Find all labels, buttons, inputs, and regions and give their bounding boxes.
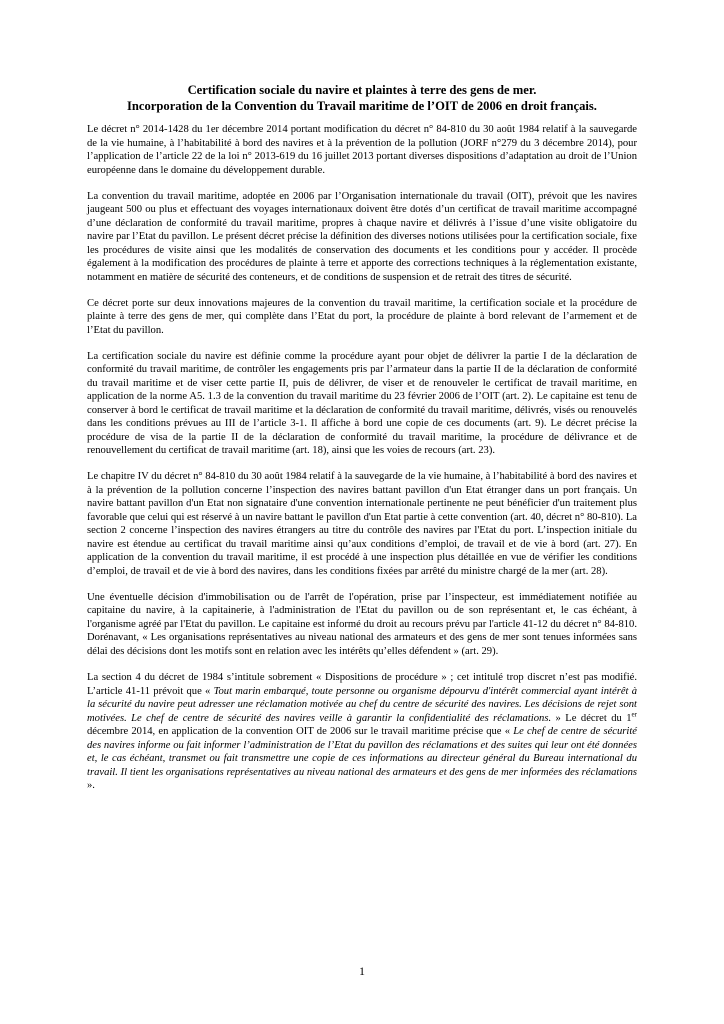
p7-text-c: » Le décret du 1 (551, 712, 632, 724)
paragraph-chapter-iv-inspection: Le chapitre IV du décret n° 84-810 du 30 août 1984 relatif à la sauvegarde de la vie humaine, à l’habitabilité à bord des navires et à la prévention de la pollution concerne l’inspection des navires battant pavillon d'un Etat étranger dans un port français. Un navire battant pavillon d'un Etat non signataire d'une convention internationale pertinente ne peut bénéficier d'un traitement plus favorable que celui qui est réservé à un navire battant le pavillon d'un Etat partie à cette convention (art. 40, décret n° 80-810). La section 2 concerne l’inspection des navires étrangers au titre du contrôle des navires par l'Etat du port. L’inspection initiale du navire est étendue au certificat du travail maritime ainsi qu’aux conditions d’emploi, de travail et de vie à bord (art. 27). En application de la convention du travail maritime, il est procédé à une inspection plus détaillée en vue de vérifier les conditions d’emploi, de travail et de vie à bord des navires, dans les conditions fixées par arrêté du ministre chargé de la mer (art. 28). (87, 471, 637, 577)
p7-text-a: La section 4 du décret de 1984 s’intitule sobrement « Dispositions de procédure » ; cet intitulé trop discret n’est pas modifié. L’article 41-11 prévoit que « (87, 672, 637, 697)
paragraph-maritime-labour-convention: La convention du travail maritime, adoptée en 2006 par l’Organisation internationale du travail (OIT), prévoit que les navires jaugeant 500 ou plus et effectuant des voyages internationaux doivent être dotés d’un certificat de travail maritime accompagné d’une déclaration de conformité du travail maritime, propres à chaque navire et délivrés à l’issue d’une visite obligatoire du navire par l’Etat du pavillon. Le présent décret précise la définition des diverses notions utilisées pour la certification sociale, fixe les procédures de visite ainsi que les modalités de conservation des documents et les conditions pour y accéder. Il procède également à la modification des procédures de plainte à terre et apporte des corrections techniques à la réglementation existante, notamment en matière de sécurité des conteneurs, et de conditions de suspension et de retrait des titres de sécurité. (87, 190, 637, 283)
paragraph-two-innovations: Ce décret porte sur deux innovations majeures de la convention du travail maritime, la certification sociale et la procédure de plainte à terre des gens de mer, qui complète dans l’Etat du port, la procédure de plainte à bord relevant de l’armement et de l’Etat du pavillon. (87, 297, 637, 336)
paragraph-social-certification: La certification sociale du navire est définie comme la procédure ayant pour objet de délivrer la partie I de la déclaration de conformité du travail maritime, de contrôler les engagements pris par l’armateur dans la partie II de la déclaration de conformité du travail maritime et de viser cette partie II, puis de délivrer, de viser et de renouveler le certificat de travail maritime, en application de la norme A5. 1.3 de la convention du travail maritime du 23 février 2006 de l’OIT (art. 2). Le capitaine est tenu de conserver à bord le certificat de travail maritime et la déclaration de conformité du travail maritime, délivrés, visés ou renouvelés dans les conditions prévues au III de l’article 3-1. Il affiche à bord une copie de ces documents (art. 9). Le décret précise la procédure de visa de la partie II de la déclaration de conformité du travail maritime, la procédure de délivrance et de renouvellement du certificat de travail maritime (art. 18), ainsi que les voies de recours (art. 23). (87, 350, 637, 457)
p7-quote-decree-2014: Le chef de centre de sécurité des navires informe ou fait informer l’administration de l’Etat du pavillon des réclamations et des suites qui leur ont été données et, le cas échéant, transmet ou fait transmettre une copie de ces informations au directeur général du Bureau international du travail. Il tient les organisations représentatives au niveau national des armateurs et des gens de mer informées des réclamations (87, 726, 637, 778)
paragraph-decree-reference: Le décret n° 2014-1428 du 1er décembre 2014 portant modification du décret n° 84-810 du 30 août 1984 relatif à la sauvegarde de la vie humaine, à l’habitabilité à bord des navires et à la prévention de la pollution (JORF n°279 du 3 décembre 2014), pour l’application de l’article 22 de la loi n° 2013-619 du 16 juillet 2013 portant diverses dispositions d’adaptation au droit de l’Union européenne dans le domaine du développement durable. (87, 124, 637, 176)
page-number: 1 (359, 964, 365, 978)
p7-text-d: décembre 2014, en application de la convention OIT de 2006 sur le travail maritime précise que « (87, 726, 514, 738)
p7-quote-article-41-11: Tout marin embarqué, toute personne ou organisme dépourvu d'intérêt commercial ayant intérêt à la sécurité du navire peut adresser une réclamation motivée au chef du centre de sécurité des navires. Les décisions de rejet sont motivées. Le chef de centre de sécurité des navires veille à garantir la confidentialité des réclamations. (87, 685, 637, 724)
p7-superscript-er: er (631, 710, 637, 719)
title-line-2: Incorporation de la Convention du Travail maritime de l’OIT de 2006 en droit français. (127, 99, 597, 113)
document-title (87, 82, 637, 114)
document-body (87, 82, 637, 805)
paragraph-procedure-section-4 (87, 671, 637, 793)
paragraph-immobilisation-decision: Une éventuelle décision d'immobilisation ou de l'arrêt de l'opération, prise par l’inspecteur, est immédiatement notifiée au capitaine du navire, à la capitainerie, à l'administration de l'Etat du pavillon ou de son représentant et, le cas échéant, à l'organisme agréé par l'Etat du pavillon. Le capitaine est informé du droit au recours prévu par l'article 41-12 du décret n° 84-810. Dorénavant, « Les organisations représentatives au niveau national des armateurs et des gens de mer sont tenues informées sans délai des décisions dont les motifs sont en relation avec les intérêts qu’elles défendent » (art. 29). (87, 591, 637, 657)
p7-text-f: ». (87, 780, 95, 792)
title-line-1: Certification sociale du navire et plaintes à terre des gens de mer. (187, 83, 537, 97)
